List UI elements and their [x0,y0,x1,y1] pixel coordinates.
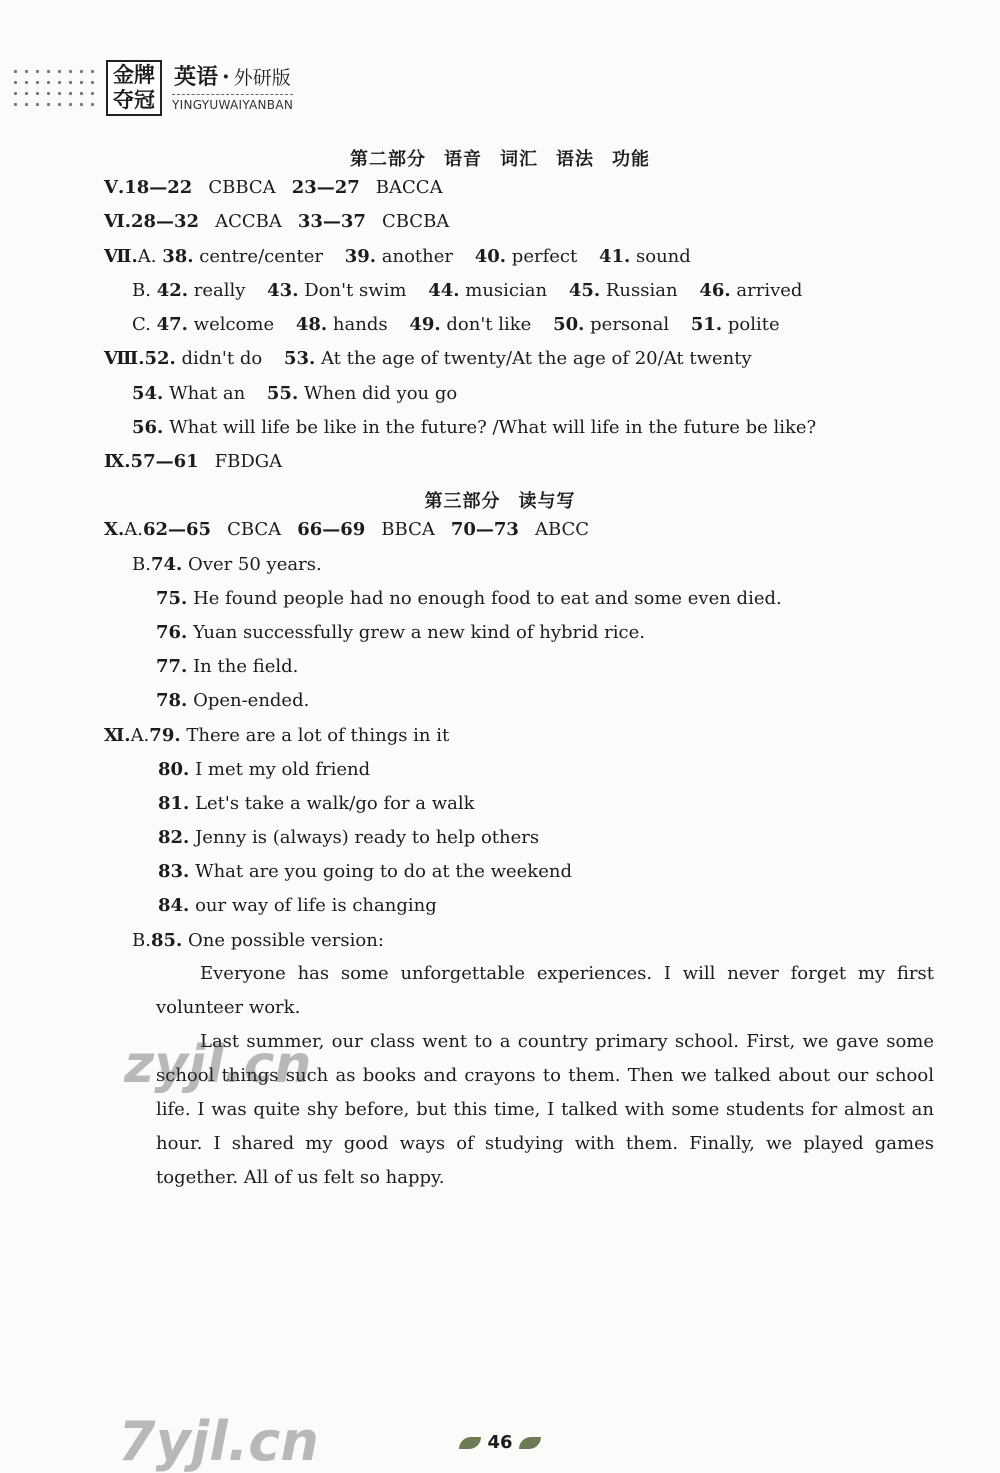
answer-line-x-78 [156,689,309,713]
section-label: Ⅷ. [104,348,145,369]
answer-text: perfect [511,246,578,267]
question-number: 44. [428,280,460,301]
answer-text: He found people had no enough food to eat and some even died. [193,588,782,609]
question-number: 47. [156,314,188,335]
answer-text: really [193,280,246,301]
question-number: 43. [267,280,299,301]
part3-heading-part: 第三部分 [424,491,501,512]
answer-line-vii-a [104,245,691,269]
answer-text: hands [332,314,388,335]
question-number: 77. [156,656,188,677]
question-number: 41. [598,246,631,267]
answer-text: There are a lot of things in it [186,725,450,746]
answer-text: CBCA [227,519,282,540]
answer-text: FBDGA [214,451,283,472]
page-header [10,58,330,118]
question-number: 48. [295,314,328,335]
question-number: 80. [158,759,190,780]
answer-text: personal [590,314,670,335]
brand-badge [106,60,162,116]
answer-line-viii-1 [104,347,752,371]
answer-text: Yuan successfully grew a new kind of hybrid rice. [193,622,645,643]
title-dot: · [222,64,230,90]
question-number: 45. [568,280,601,301]
answer-line-x-77 [156,655,298,679]
answer-line-viii-3 [132,416,816,440]
answer-line-xi-82 [158,826,539,850]
question-number: 81. [158,793,190,814]
answer-line-v [104,176,443,200]
question-number: 74. [150,554,183,575]
answer-line-xi-85 [132,929,384,953]
question-number: 40. [474,246,507,267]
page-footer [0,1432,1000,1453]
question-number: 55. [266,383,299,404]
section-label: Ⅵ. [104,211,131,232]
answer-text: Russian [605,280,678,301]
question-number: 52. [144,348,176,369]
answer-text: ABCC [534,519,590,540]
answer-text: ACCBA [215,211,282,232]
answer-text: arrived [736,280,803,301]
badge-line2: 夺冠 [113,87,155,112]
sub-label: B. [132,554,151,575]
question-range: 62—65 [142,519,212,540]
question-number: 42. [156,280,189,301]
answer-text: When did you go [303,383,458,404]
question-number: 54. [132,383,164,404]
answer-text: CBBCA [208,177,276,198]
answer-text: Don't swim [304,280,407,301]
answer-text: At the age of twenty/At the age of 20/At twenty [321,348,752,369]
answer-text: welcome [193,314,275,335]
leaf-icon [519,1437,541,1449]
question-number: 82. [158,827,190,848]
sub-label: A. [137,246,157,267]
section-label: Ⅺ. [104,725,131,746]
answer-text: What are you going to do at the weekend [195,861,572,882]
question-range: 18—22 [124,177,193,198]
dot-pattern-decoration [10,66,98,106]
section-label: Ⅴ. [104,177,125,198]
part2-heading-grammar: 语法 [556,149,594,170]
question-number: 85. [150,930,183,951]
question-range: 23—27 [291,177,360,198]
part2-heading-phonetics: 语音 [444,149,482,170]
question-number: 56. [132,417,164,438]
question-range: 28—32 [130,211,200,232]
question-range: 33—37 [297,211,366,232]
answer-line-x-75 [156,587,782,611]
answer-text: What will life be like in the future? /What will life in the future be like? [169,417,817,438]
answer-line-xi-83 [158,860,572,884]
question-number: 49. [409,314,441,335]
answer-text: Let's take a walk/go for a walk [195,793,475,814]
essay-paragraph: Everyone has some unforgettable experiences. I will never forget my first volunteer work. [156,963,934,1018]
answer-text: our way of life is changing [195,895,437,916]
pinyin-title: YINGYUWAIYANBAN [172,94,293,112]
section-label: Ⅶ. [104,246,138,267]
answer-text: Open-ended. [193,690,310,711]
question-number: 51. [690,314,723,335]
answer-text: polite [727,314,780,335]
watermark: zyjl.cn [124,1035,312,1095]
answer-text: Jenny is (always) ready to help others [195,827,540,848]
sub-label: A. [124,519,143,540]
answer-text: another [381,246,453,267]
answer-text: centre/center [199,246,323,267]
sub-label: B. [132,930,151,951]
answer-text: In the field. [193,656,299,677]
answer-text: don't like [446,314,532,335]
sub-label: A. [130,725,150,746]
answer-line-x-a [104,518,589,542]
part2-heading [0,145,1000,171]
answer-line-ix [104,450,282,474]
answer-text: musician [465,280,548,301]
answer-line-xi-81 [158,792,475,816]
question-range: 66—69 [297,519,366,540]
answer-text: sound [636,246,691,267]
part2-heading-vocab: 词汇 [500,149,538,170]
answer-text: I met my old friend [195,759,371,780]
answer-text: What an [169,383,246,404]
answer-line-vii-b [132,279,802,303]
question-range: 57—61 [130,451,199,472]
answer-line-xi-79 [104,724,449,748]
question-number: 46. [699,280,731,301]
answer-line-xi-80 [158,758,370,782]
answer-line-vii-c [132,313,780,337]
answer-text: One possible version: [188,930,384,951]
answer-line-xi-84 [158,894,437,918]
section-label: Ⅹ. [104,519,125,540]
essay-paragraph: Last summer, our class went to a country primary school. First, we gave some school things such as books and crayons to them. Then we talked about our school life. I was quite shy before, but this time, I talked with some students for almost an hour. I shared my good ways of studying with them. Finally, we played games together. All of us felt so happy. [156,1031,934,1188]
answer-line-x-76 [156,621,645,645]
subject-title: 英语 [174,64,219,90]
part3-heading [0,487,1000,513]
answer-text: BBCA [381,519,435,540]
question-number: 39. [344,246,377,267]
leaf-icon [459,1437,481,1449]
question-number: 84. [158,895,190,916]
answer-line-vi [104,210,449,234]
sub-label: B. [132,280,151,301]
answer-line-x-74 [132,553,322,577]
sub-label: C. [132,314,151,335]
part3-heading-reading-writing: 读与写 [518,491,576,512]
answer-text: Over 50 years. [188,554,322,575]
question-number: 83. [158,861,190,882]
question-range: 70—73 [450,519,519,540]
watermark: 7yjl.cn [118,1410,319,1473]
answer-line-viii-2 [132,382,457,406]
answer-text: BACCA [375,177,443,198]
badge-line1: 金牌 [113,62,155,87]
part2-heading-part: 第二部分 [350,149,426,170]
question-number: 50. [553,314,585,335]
answer-text: didn't do [181,348,263,369]
book-title [174,60,291,91]
question-number: 53. [283,348,316,369]
edition-title: 外研版 [233,67,291,89]
section-label: Ⅸ. [104,451,131,472]
question-number: 38. [162,246,194,267]
answer-text: CBCBA [381,211,450,232]
question-number: 78. [156,690,188,711]
part2-heading-function: 功能 [612,149,650,170]
question-number: 76. [156,622,188,643]
question-number: 75. [156,588,188,609]
page-number: 46 [487,1432,513,1453]
question-number: 79. [149,725,181,746]
